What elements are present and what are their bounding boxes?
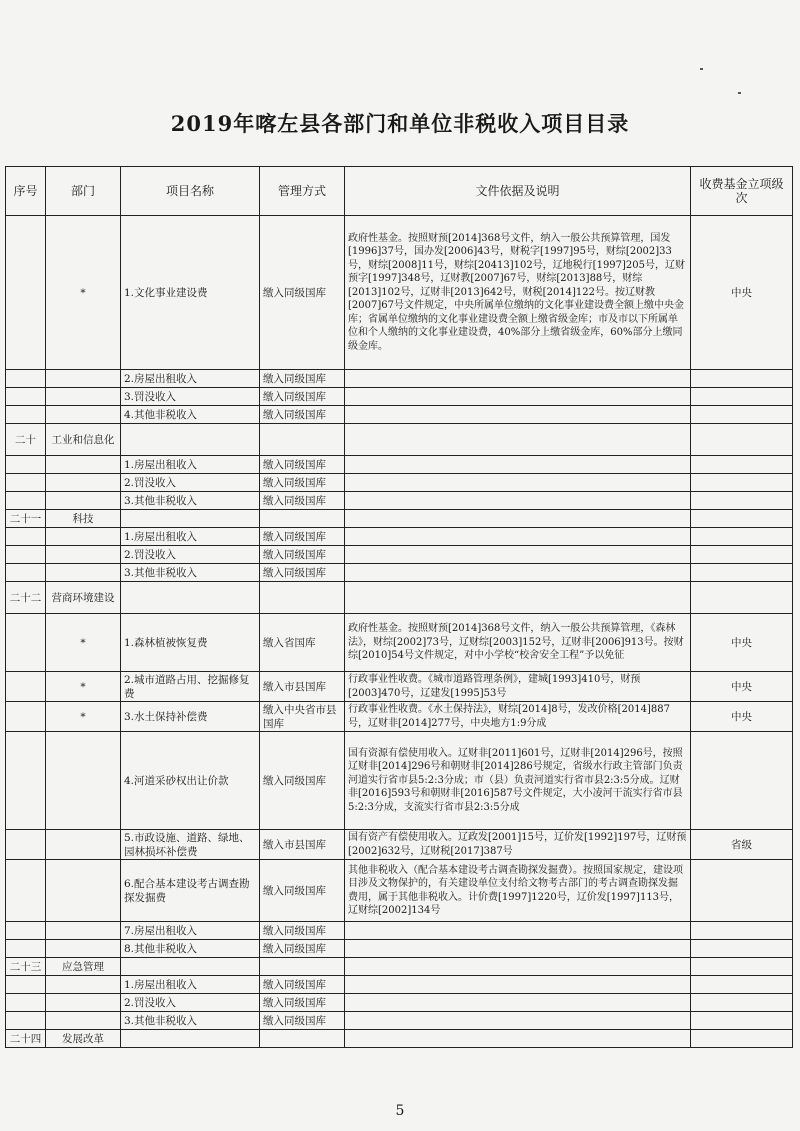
cell-seq xyxy=(6,830,46,860)
cell-doc: 国有资源有偿使用收入。辽财非[2011]601号，辽财非[2014]296号，按照辽财非[2014]296号和朝财非[2014]286号规定，省级水行政主管部门负责河道实行省市县5:2:3分成；市（县）负责河道实行省市县2:3:5分成。辽财非[2016]593号和朝财非[2016]587号文件规定，大小凌河干流实行省市县5:2:3分成，支流实行省市县2:3:5分成 xyxy=(345,732,691,830)
cell-item: 3.其他非税收入 xyxy=(121,492,260,510)
cell-dept xyxy=(46,474,121,492)
table-row xyxy=(6,732,793,830)
cell-level xyxy=(691,510,793,528)
cell-mgmt: 缴入同级国库 xyxy=(260,1012,345,1030)
scan-speck xyxy=(700,68,703,70)
cell-doc: 国有资产有偿使用收入。辽政发[2001]15号，辽价发[1992]197号，辽财预[2002]632号，辽财税[2017]387号 xyxy=(345,830,691,860)
cell-doc xyxy=(345,564,691,582)
cell-dept: 营商环境建设 xyxy=(46,582,121,614)
cell-doc xyxy=(345,370,691,388)
table-header-row xyxy=(6,167,793,216)
cell-doc xyxy=(345,388,691,406)
cell-item xyxy=(121,1030,260,1048)
table-row xyxy=(6,406,793,424)
cell-dept xyxy=(46,976,121,994)
cell-dept: 科技 xyxy=(46,510,121,528)
cell-mgmt: 缴入同级国库 xyxy=(260,474,345,492)
cell-seq: 二十三 xyxy=(6,958,46,976)
cell-item: 8.其他非税收入 xyxy=(121,940,260,958)
table-row xyxy=(6,614,793,672)
cell-mgmt: 缴入同级国库 xyxy=(260,732,345,830)
table-body xyxy=(6,216,793,1048)
cell-seq xyxy=(6,564,46,582)
cell-dept xyxy=(46,456,121,474)
cell-level xyxy=(691,564,793,582)
cell-item: 1.房屋出租收入 xyxy=(121,976,260,994)
cell-mgmt xyxy=(260,510,345,528)
cell-dept: 应急管理 xyxy=(46,958,121,976)
cell-doc xyxy=(345,994,691,1012)
cell-level xyxy=(691,1030,793,1048)
cell-seq xyxy=(6,406,46,424)
cell-mgmt: 缴入同级国库 xyxy=(260,528,345,546)
cell-item: 1.房屋出租收入 xyxy=(121,456,260,474)
cell-dept xyxy=(46,492,121,510)
table-row xyxy=(6,940,793,958)
revenue-items-table xyxy=(5,166,793,1048)
cell-seq xyxy=(6,546,46,564)
table-row xyxy=(6,546,793,564)
cell-mgmt: 缴入同级国库 xyxy=(260,388,345,406)
cell-mgmt: 缴入同级国库 xyxy=(260,976,345,994)
cell-mgmt: 缴入同级国库 xyxy=(260,406,345,424)
cell-seq xyxy=(6,672,46,702)
cell-seq xyxy=(6,702,46,732)
cell-seq xyxy=(6,474,46,492)
cell-item: 3.其他非税收入 xyxy=(121,564,260,582)
cell-seq xyxy=(6,732,46,830)
cell-dept: * xyxy=(46,702,121,732)
cell-level: 中央 xyxy=(691,702,793,732)
cell-level xyxy=(691,456,793,474)
header-item: 项目名称 xyxy=(121,167,260,216)
cell-mgmt: 缴入同级国库 xyxy=(260,492,345,510)
cell-dept xyxy=(46,564,121,582)
header-mgmt: 管理方式 xyxy=(260,167,345,216)
table-row xyxy=(6,702,793,732)
cell-doc: 政府性基金。按照财预[2014]368号文件，纳入一般公共预算管理，国发[1996]37号，国办发[2006]43号，财税字[1997]95号，财综[2002]33号，财综[2008]11号，财综[20413]102号，辽地税行[1997]205号，辽财预字[1997]348号，辽财教[2007]67号，财综[2013]88号，财综[2013]102号，辽财非[2013]642号，财税[2014]122号。按辽财教[2007]67号文件规定，中央所属单位缴纳的文化事业建设费全额上缴中央金库；省属单位缴纳的文化事业建设费全额上缴省级金库；市及市以下所属单位和个人缴纳的文化事业建设费，40%部分上缴省级金库，60%部分上缴同级金库。 xyxy=(345,216,691,370)
table-row xyxy=(6,492,793,510)
table-row xyxy=(6,582,793,614)
cell-doc xyxy=(345,474,691,492)
cell-item xyxy=(121,958,260,976)
header-dept: 部门 xyxy=(46,167,121,216)
cell-doc xyxy=(345,492,691,510)
cell-mgmt xyxy=(260,958,345,976)
cell-item: 1.房屋出租收入 xyxy=(121,528,260,546)
cell-seq xyxy=(6,370,46,388)
table-row xyxy=(6,976,793,994)
cell-seq xyxy=(6,388,46,406)
cell-dept xyxy=(46,406,121,424)
cell-item: 4.河道采砂权出让价款 xyxy=(121,732,260,830)
cell-doc xyxy=(345,922,691,940)
table-row xyxy=(6,922,793,940)
cell-item: 7.房屋出租收入 xyxy=(121,922,260,940)
cell-item: 2.罚没收入 xyxy=(121,994,260,1012)
cell-item: 3.其他非税收入 xyxy=(121,1012,260,1030)
table-row xyxy=(6,424,793,456)
cell-item: 2.城市道路占用、挖掘修复费 xyxy=(121,672,260,702)
cell-level xyxy=(691,860,793,922)
cell-doc xyxy=(345,546,691,564)
cell-item: 1.森林植被恢复费 xyxy=(121,614,260,672)
cell-doc xyxy=(345,958,691,976)
cell-seq xyxy=(6,1012,46,1030)
cell-mgmt: 缴入同级国库 xyxy=(260,456,345,474)
table-row xyxy=(6,860,793,922)
cell-doc xyxy=(345,1030,691,1048)
cell-mgmt: 缴入同级国库 xyxy=(260,546,345,564)
cell-item: 2.房屋出租收入 xyxy=(121,370,260,388)
cell-seq xyxy=(6,922,46,940)
cell-dept: 发展改革 xyxy=(46,1030,121,1048)
cell-level xyxy=(691,492,793,510)
header-level: 收费基金立项级次 xyxy=(691,167,793,216)
cell-level xyxy=(691,1012,793,1030)
cell-mgmt: 缴入同级国库 xyxy=(260,370,345,388)
cell-item: 5.市政设施、道路、绿地、园林损坏补偿费 xyxy=(121,830,260,860)
cell-mgmt: 缴入同级国库 xyxy=(260,994,345,1012)
cell-mgmt xyxy=(260,1030,345,1048)
cell-level xyxy=(691,528,793,546)
cell-item: 4.其他非税收入 xyxy=(121,406,260,424)
cell-mgmt: 缴入同级国库 xyxy=(260,922,345,940)
cell-seq: 二十四 xyxy=(6,1030,46,1048)
cell-level xyxy=(691,976,793,994)
cell-seq: 二十二 xyxy=(6,582,46,614)
cell-level xyxy=(691,370,793,388)
cell-dept xyxy=(46,922,121,940)
cell-level xyxy=(691,474,793,492)
cell-doc: 其他非税收入（配合基本建设考古调查勘探发掘费）。按照国家规定，建设项目涉及文物保护的，有关建设单位支付给文物考古部门的考古调查勘探发掘费用，属于其他非税收入。计价费[1997]1220号，辽价发[1997]113号，辽财综[2002]134号 xyxy=(345,860,691,922)
table-row xyxy=(6,830,793,860)
cell-dept xyxy=(46,370,121,388)
cell-seq xyxy=(6,940,46,958)
cell-dept xyxy=(46,940,121,958)
cell-dept xyxy=(46,528,121,546)
table-row xyxy=(6,474,793,492)
cell-mgmt: 缴入市县国库 xyxy=(260,672,345,702)
cell-doc xyxy=(345,456,691,474)
cell-doc: 行政事业性收费。《水土保持法》，财综[2014]8号，发改价格[2014]887号，辽财非[2014]277号，中央地方1:9分成 xyxy=(345,702,691,732)
cell-seq xyxy=(6,614,46,672)
cell-mgmt: 缴入同级国库 xyxy=(260,216,345,370)
cell-mgmt: 缴入同级国库 xyxy=(260,940,345,958)
cell-doc xyxy=(345,528,691,546)
cell-seq xyxy=(6,216,46,370)
cell-level xyxy=(691,406,793,424)
cell-dept: * xyxy=(46,614,121,672)
cell-item: 3.水土保持补偿费 xyxy=(121,702,260,732)
cell-item xyxy=(121,582,260,614)
cell-item: 2.罚没收入 xyxy=(121,474,260,492)
header-seq: 序号 xyxy=(6,167,46,216)
cell-seq xyxy=(6,492,46,510)
table-row xyxy=(6,564,793,582)
cell-level xyxy=(691,546,793,564)
header-doc: 文件依据及说明 xyxy=(345,167,691,216)
cell-doc xyxy=(345,582,691,614)
table-row xyxy=(6,958,793,976)
table-row xyxy=(6,994,793,1012)
cell-seq xyxy=(6,456,46,474)
table-row xyxy=(6,216,793,370)
cell-item: 6.配合基本建设考古调查勘探发掘费 xyxy=(121,860,260,922)
cell-seq: 二十 xyxy=(6,424,46,456)
cell-doc xyxy=(345,406,691,424)
cell-seq xyxy=(6,528,46,546)
cell-item xyxy=(121,510,260,528)
table-row xyxy=(6,370,793,388)
cell-mgmt: 缴入省国库 xyxy=(260,614,345,672)
cell-dept: * xyxy=(46,672,121,702)
cell-item: 2.罚没收入 xyxy=(121,546,260,564)
page-number: 5 xyxy=(395,1103,405,1119)
cell-doc xyxy=(345,940,691,958)
cell-dept xyxy=(46,830,121,860)
cell-mgmt: 缴入同级国库 xyxy=(260,564,345,582)
cell-seq xyxy=(6,994,46,1012)
cell-level: 中央 xyxy=(691,216,793,370)
cell-dept xyxy=(46,732,121,830)
cell-dept xyxy=(46,388,121,406)
cell-mgmt: 缴入市县国库 xyxy=(260,830,345,860)
cell-item: 3.罚没收入 xyxy=(121,388,260,406)
table-row xyxy=(6,1030,793,1048)
cell-level xyxy=(691,388,793,406)
table-row xyxy=(6,528,793,546)
cell-mgmt xyxy=(260,424,345,456)
cell-doc: 行政事业性收费。《城市道路管理条例》，建城[1993]410号，财预[2003]470号，辽建发[1995]53号 xyxy=(345,672,691,702)
cell-dept xyxy=(46,1012,121,1030)
cell-dept xyxy=(46,994,121,1012)
table-row xyxy=(6,388,793,406)
cell-doc xyxy=(345,1012,691,1030)
cell-dept: 工业和信息化 xyxy=(46,424,121,456)
cell-level: 省级 xyxy=(691,830,793,860)
scan-speck xyxy=(738,92,741,94)
cell-doc xyxy=(345,424,691,456)
cell-item xyxy=(121,424,260,456)
cell-level xyxy=(691,994,793,1012)
cell-mgmt: 缴入中央省市县国库 xyxy=(260,702,345,732)
cell-mgmt xyxy=(260,582,345,614)
table-row xyxy=(6,672,793,702)
cell-item: 1.文化事业建设费 xyxy=(121,216,260,370)
cell-doc: 政府性基金。按照财预[2014]368号文件，纳入一般公共预算管理，《森林法》，财综[2002]73号，辽财综[2003]152号，辽财非[2006]913号。按财综[2010]54号文件规定，对中小学校“校舍安全工程”予以免征 xyxy=(345,614,691,672)
cell-level: 中央 xyxy=(691,672,793,702)
cell-mgmt: 缴入同级国库 xyxy=(260,860,345,922)
cell-level xyxy=(691,582,793,614)
table-row xyxy=(6,456,793,474)
cell-seq xyxy=(6,860,46,922)
cell-level: 中央 xyxy=(691,614,793,672)
cell-level xyxy=(691,424,793,456)
cell-level xyxy=(691,940,793,958)
cell-doc xyxy=(345,510,691,528)
cell-seq: 二十一 xyxy=(6,510,46,528)
cell-level xyxy=(691,958,793,976)
cell-seq xyxy=(6,976,46,994)
table-row xyxy=(6,1012,793,1030)
cell-doc xyxy=(345,976,691,994)
cell-dept xyxy=(46,546,121,564)
table-row xyxy=(6,510,793,528)
cell-dept xyxy=(46,860,121,922)
page-title: 2019年喀左县各部门和单位非税收入项目目录 xyxy=(170,111,630,136)
cell-dept: * xyxy=(46,216,121,370)
cell-level xyxy=(691,922,793,940)
cell-level xyxy=(691,732,793,830)
